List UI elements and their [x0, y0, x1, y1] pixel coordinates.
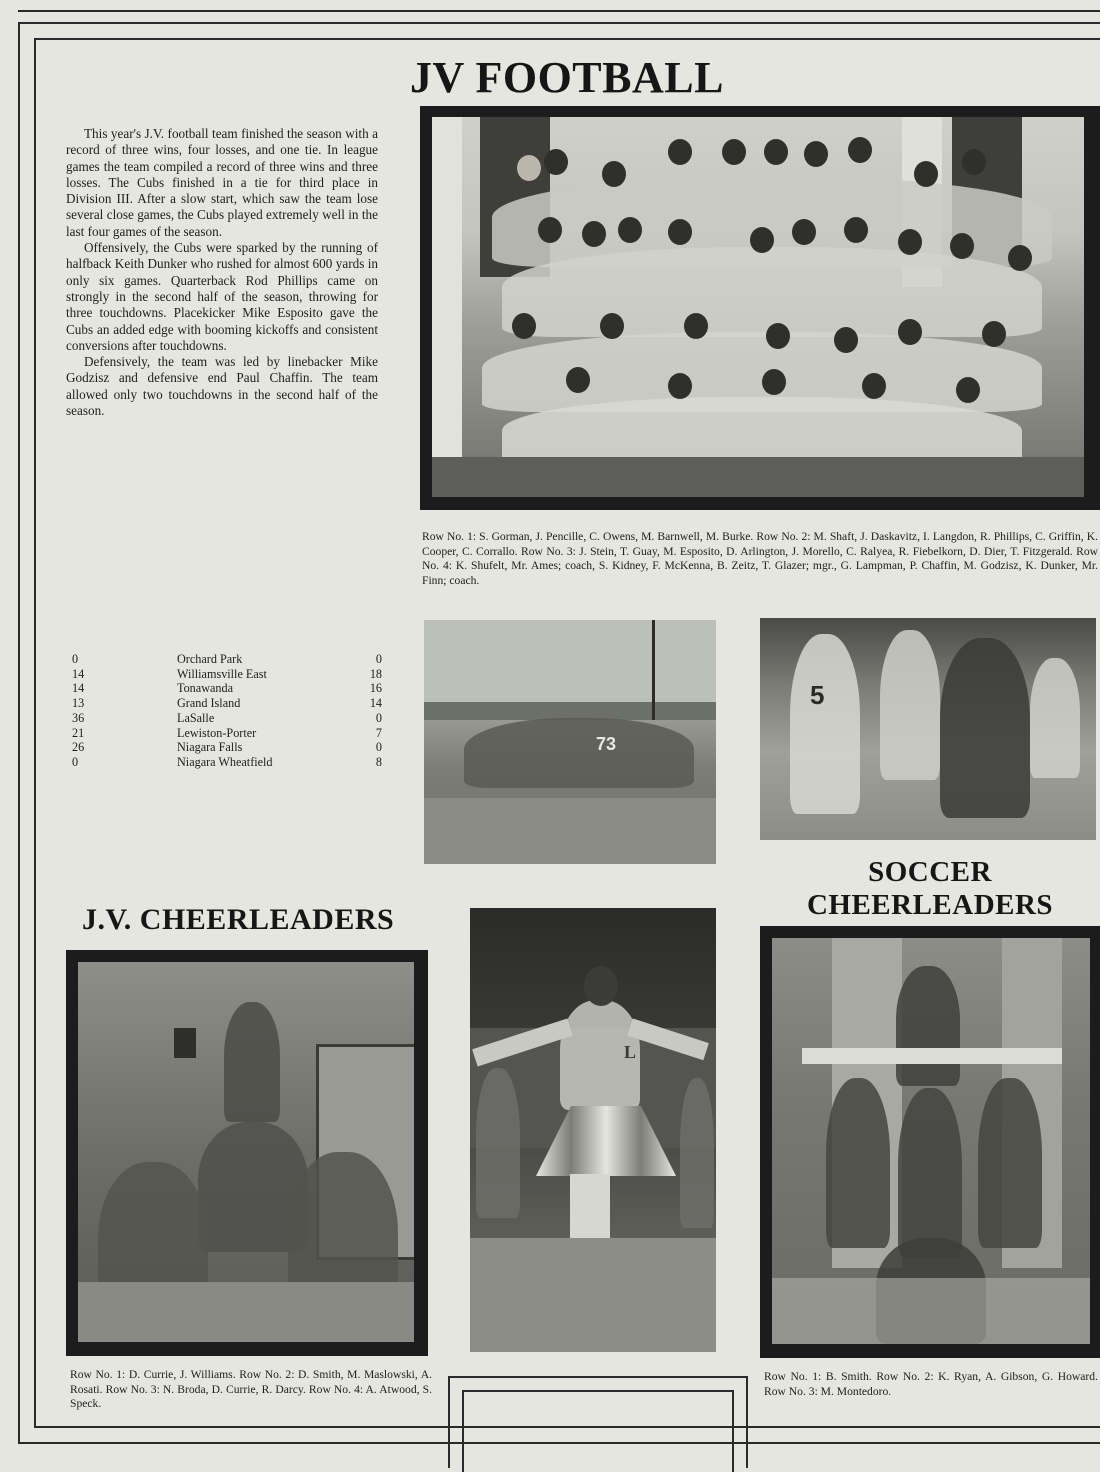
- head: [962, 149, 986, 175]
- head: [582, 221, 606, 247]
- building-column: [432, 117, 462, 497]
- head: [600, 313, 624, 339]
- opponent-score: 18: [369, 666, 382, 681]
- head: [862, 373, 886, 399]
- football-intro: [66, 126, 378, 419]
- sweater-letter: L: [624, 1042, 637, 1062]
- cheerleader-base-center: [898, 1088, 962, 1258]
- floor: [772, 1278, 1090, 1344]
- head: [668, 219, 692, 245]
- cubs-score: 14: [72, 666, 85, 681]
- split-legs: [802, 1048, 1062, 1064]
- jersey-number: 5: [810, 680, 825, 710]
- background-cheerleader: [476, 1068, 520, 1218]
- head: [792, 219, 816, 245]
- head: [956, 377, 980, 403]
- head: [766, 323, 790, 349]
- jersey-number: 73: [596, 734, 617, 754]
- head: [512, 313, 536, 339]
- soccer-cheerleaders-title: [790, 856, 1070, 922]
- score-row: [62, 696, 382, 711]
- opponent-score: 0: [375, 652, 382, 666]
- cheerleader-base-left: [826, 1078, 890, 1248]
- head: [668, 373, 692, 399]
- opponent-score: 0: [375, 710, 382, 725]
- score-row: [62, 726, 382, 741]
- opponent-score: 7: [375, 725, 382, 740]
- head: [544, 149, 568, 175]
- cubs-score: 26: [72, 740, 85, 755]
- opponent-score: 14: [369, 696, 382, 711]
- score-row: [62, 681, 382, 696]
- head: [950, 233, 974, 259]
- head: [517, 155, 541, 181]
- light-pole: [652, 620, 655, 720]
- score-row: [62, 652, 382, 667]
- head: [898, 319, 922, 345]
- score-row: [62, 740, 382, 755]
- head: [982, 321, 1006, 347]
- jv-cheer-caption: Row No. 1: D. Currie, J. Williams. Row No. 2: D. Smith, M. Maslowski, A. Rosati. Row No. 3: N. Broda, D. Currie, R. Darcy. Row No. 4: A. Atwood, S. Speck.: [70, 1368, 432, 1411]
- head: [668, 139, 692, 165]
- intro-paragraph: This year's J.V. football team finished the season with a record of three wins, four losses, and one tie. In league games the team compiled a record of three wins and three losses. The Cubs finished in a tie for third place in Division III. After a slow start, which saw the team lose several close games, the Cubs played extremely well in the last four games of the season.: [66, 126, 378, 239]
- head: [566, 367, 590, 393]
- opponent-name: Lewiston-Porter: [177, 725, 257, 740]
- opponent-name: Niagara Wheatfield: [177, 754, 273, 769]
- head: [834, 327, 858, 353]
- soccer-title-line: SOCCER: [868, 856, 992, 888]
- player-blocker: [880, 630, 940, 780]
- players-cluster: [464, 718, 694, 788]
- score-row: [62, 755, 382, 770]
- head: [538, 217, 562, 243]
- head: [764, 139, 788, 165]
- head: [722, 139, 746, 165]
- jv-cheer-photo: [78, 962, 414, 1342]
- soccer-cheer-photo: [772, 938, 1090, 1344]
- opponent-name: LaSalle: [177, 710, 215, 725]
- head: [602, 161, 626, 187]
- opponent-name: Tonawanda: [177, 681, 233, 696]
- field-turf: [424, 798, 716, 864]
- head: [898, 229, 922, 255]
- cubs-score: 36: [72, 710, 85, 725]
- soccer-cheer-caption: Row No. 1: B. Smith. Row No. 2: K. Ryan, A. Gibson, G. Howard. Row No. 3: M. Montedoro.: [764, 1370, 1098, 1398]
- cheer-pyramid-top: [224, 1002, 280, 1122]
- opponent-score: 16: [369, 681, 382, 696]
- opponent-name: Williamsville East: [177, 666, 267, 681]
- head: [1008, 245, 1032, 271]
- head: [914, 161, 938, 187]
- background-cheerleader: [680, 1078, 714, 1228]
- intro-paragraph: Offensively, the Cubs were sparked by the running of halfback Keith Dunker who rushed for almost 600 yards in only six games. Quarterback Rod Phillips came on strongly in the second half of the season, throwing for three touchdowns. Placekicker Mike Esposito gave the Cubs an added edge with booming kickoffs and consistent conversions after touchdowns.: [66, 240, 378, 353]
- score-row: [62, 667, 382, 682]
- cubs-score: 14: [72, 681, 85, 696]
- player-defender: [1030, 658, 1080, 778]
- player-ball-carrier: [940, 638, 1030, 818]
- gym-floor: [470, 1238, 716, 1352]
- head: [762, 369, 786, 395]
- head: [618, 217, 642, 243]
- cubs-score: 0: [72, 754, 79, 769]
- opponent-name: Orchard Park: [177, 652, 243, 666]
- wall-sign: [174, 1028, 196, 1058]
- sky: [424, 620, 716, 706]
- jv-cheerleaders-title: J.V. CHEERLEADERS: [82, 903, 395, 936]
- cubs-score: 21: [72, 725, 85, 740]
- cheerleader-head: [584, 966, 618, 1006]
- team-photo-caption: Row No. 1: S. Gorman, J. Pencille, C. Owens, M. Barnwell, M. Burke. Row No. 2: M. Shaft, J. Daskavitz, I. Langdon, R. Phillips, C. Griffin, K. Cooper, C. Corrallo. Row No. 3: J. Stein, T. Guay, M. Esposito, D. Arlington, J. Morello, C. Ralyea, R. Fiebelkorn, D. Dier, T. Fitzgerald. Row No. 4: K. Shufelt, Mr. Ames; coach, S. Kidney, F. McKenna, B. Zeitz, T. Glazer; mgr., G. Lampman, P. Chaffin, M. Godzisz, K. Dunker, Mr. Finn; coach.: [422, 530, 1098, 587]
- page-title: JV FOOTBALL: [410, 53, 724, 102]
- cheerleader-top: [896, 966, 960, 1086]
- cubs-score: 0: [72, 652, 79, 666]
- game-action-photo: [424, 620, 716, 864]
- top-rule: [18, 10, 1100, 12]
- head: [750, 227, 774, 253]
- soccer-title-line: CHEERLEADERS: [806, 889, 1054, 921]
- opponent-name: Niagara Falls: [177, 740, 243, 755]
- head: [804, 141, 828, 167]
- steps: [432, 457, 1084, 497]
- team-photo: [432, 117, 1084, 497]
- head: [684, 313, 708, 339]
- floor: [78, 1282, 414, 1342]
- game-action-photo: [760, 618, 1096, 840]
- opponent-name: Grand Island: [177, 696, 241, 711]
- intro-paragraph: Defensively, the team was led by linebacker Mike Godzisz and defensive end Paul Chaffin. The team allowed only two touchdowns in the second half of the season.: [66, 354, 378, 419]
- scores-table: [62, 652, 382, 770]
- score-row: [62, 711, 382, 726]
- player-runner: [790, 634, 860, 814]
- cheerleader-base-right: [978, 1078, 1042, 1248]
- head: [848, 137, 872, 163]
- opponent-score: 8: [375, 754, 382, 769]
- head: [844, 217, 868, 243]
- opponent-score: 0: [375, 740, 382, 755]
- cheerleader-jump-photo: [470, 908, 716, 1352]
- cubs-score: 13: [72, 696, 85, 711]
